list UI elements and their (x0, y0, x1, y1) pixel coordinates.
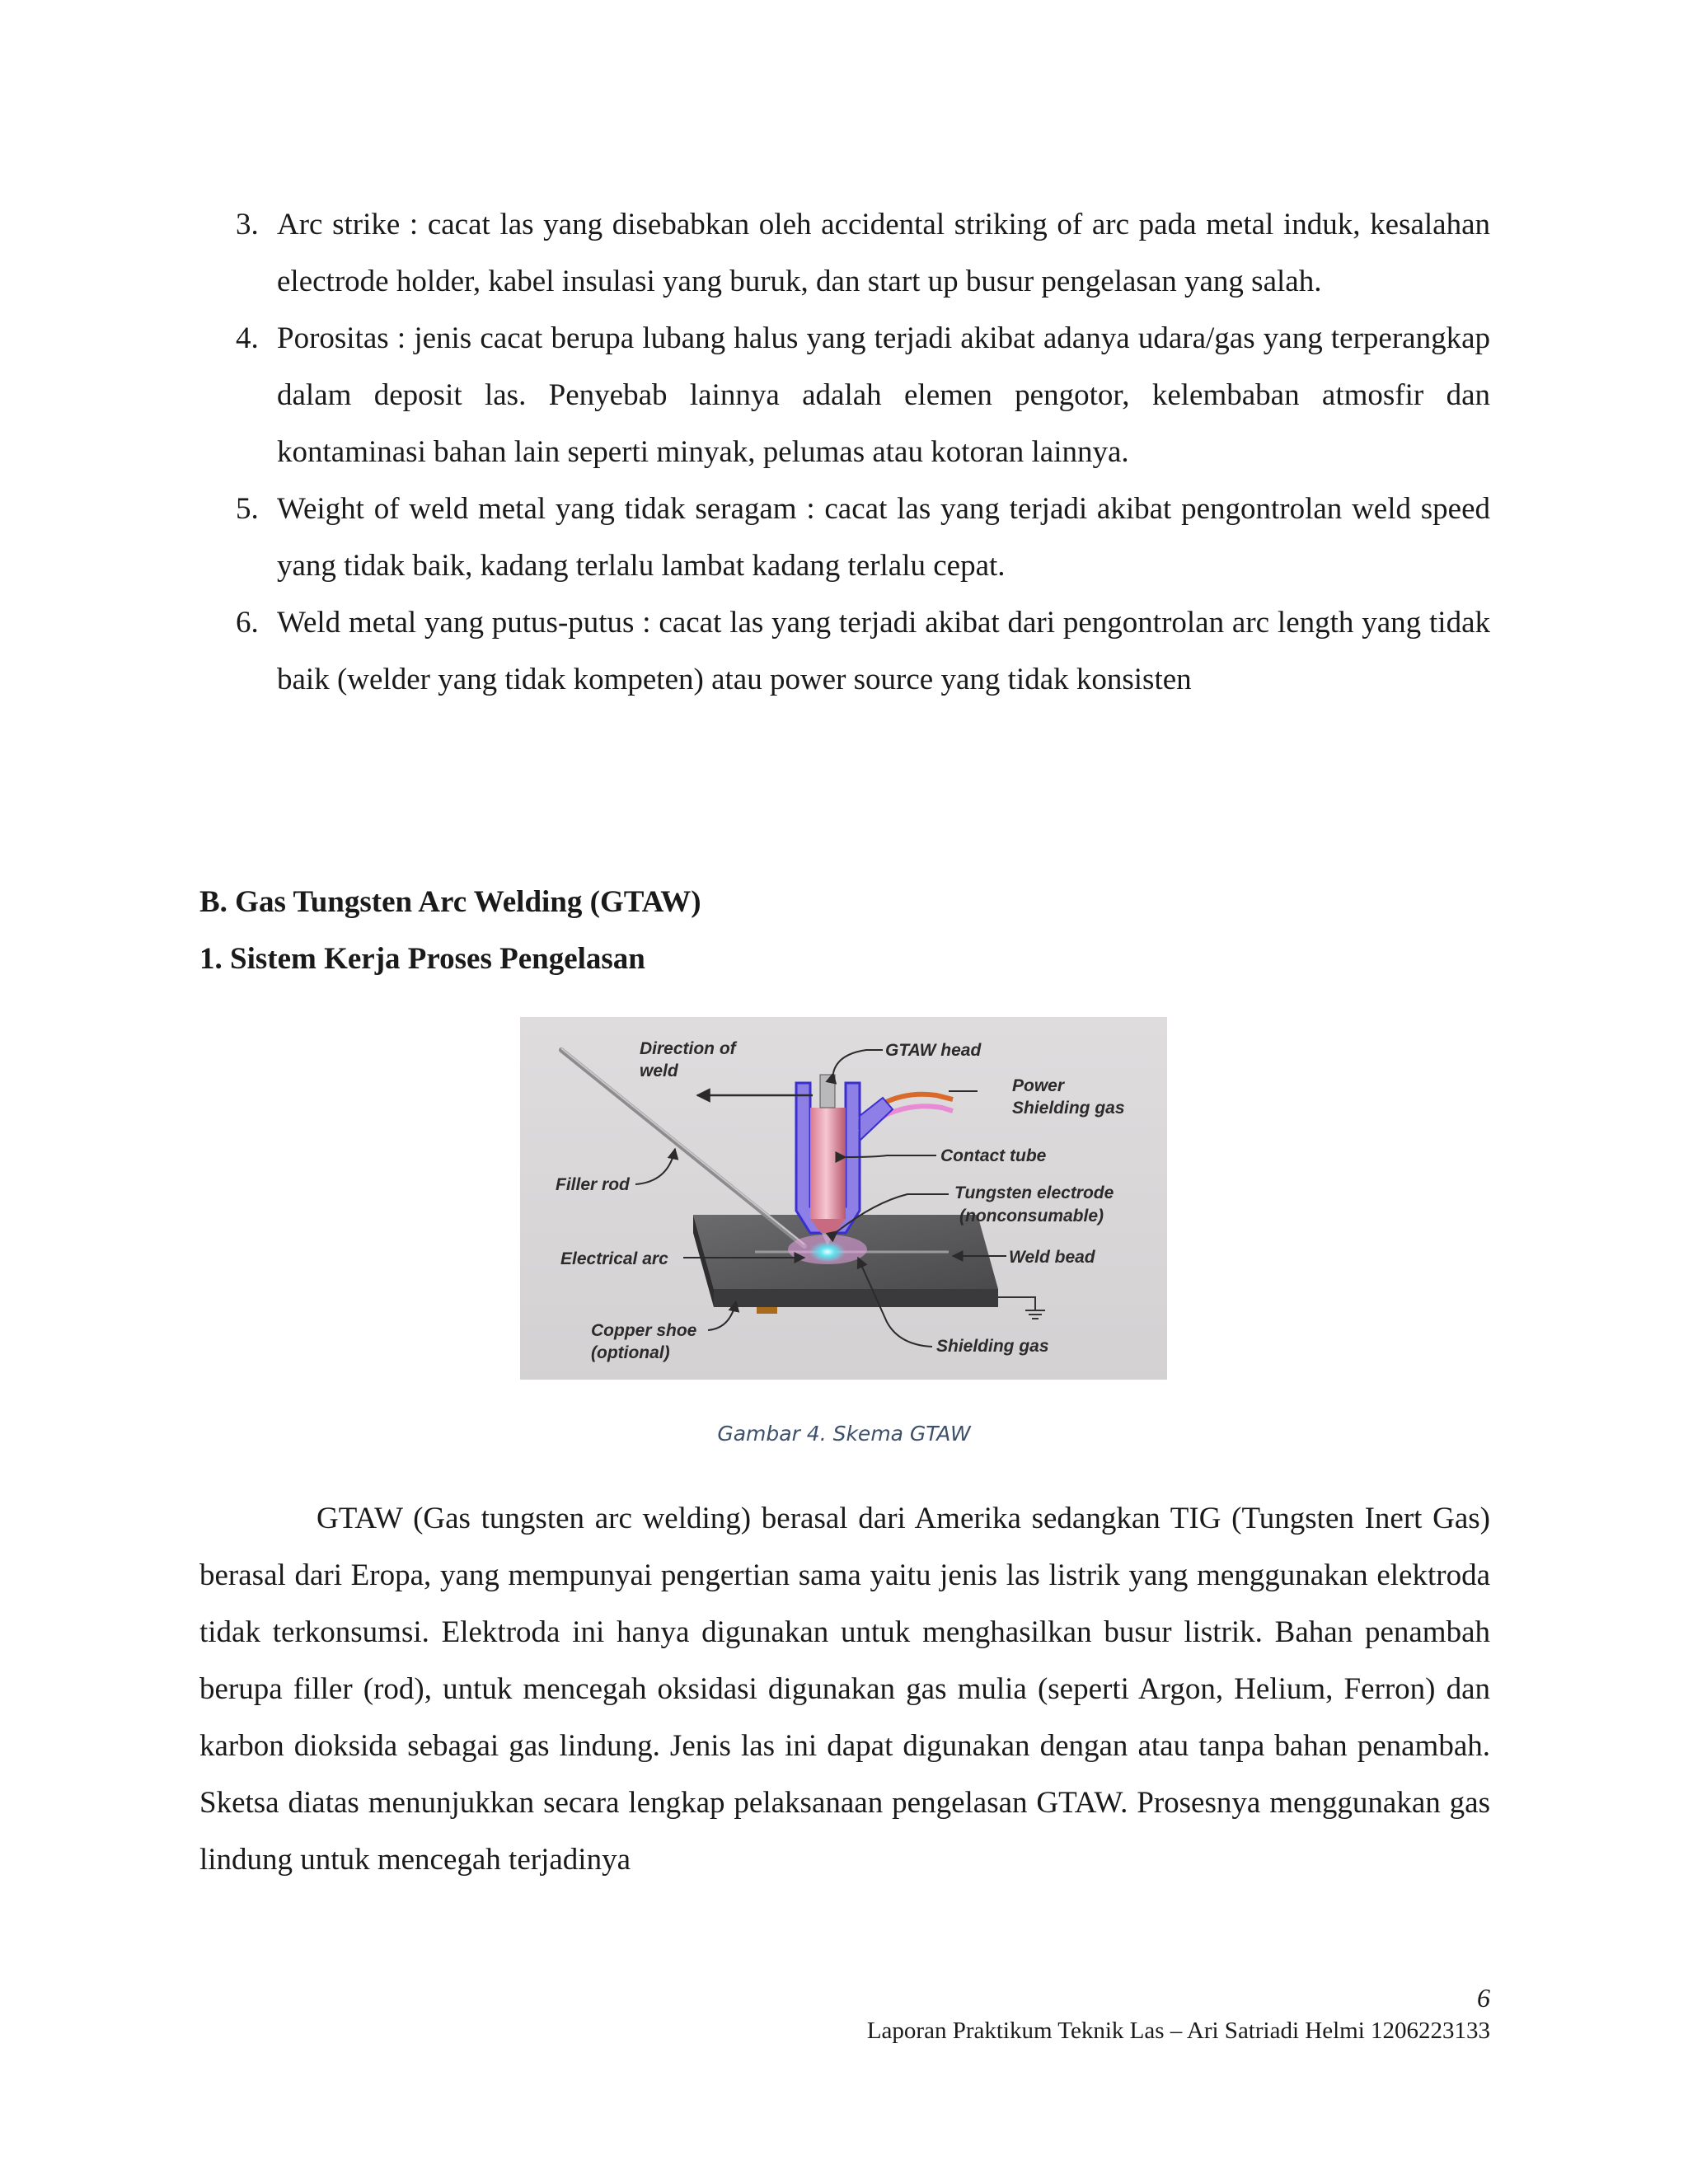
list-item (199, 480, 1490, 594)
subsection-heading: 1. Sistem Kerja Proses Pengelasan (199, 942, 645, 976)
label-shielding-gas-bottom: Shielding gas (936, 1337, 1049, 1356)
work-plate-front (714, 1289, 998, 1307)
copper-shoe-side (757, 1307, 777, 1314)
label-optional: (optional) (591, 1343, 670, 1362)
label-electrical-arc: Electrical arc (560, 1249, 668, 1268)
list-item (199, 196, 1490, 310)
defect-list (199, 196, 1490, 708)
list-item-text: Weld metal yang putus-putus : cacat las yang terjadi akibat dari pengontrolan arc length yang tidak baik (welder yang tidak kompeten) atau power source yang tidak konsisten (277, 606, 1490, 696)
contact-tube (810, 1108, 846, 1219)
label-power: Power (1012, 1076, 1065, 1095)
list-item (199, 594, 1490, 708)
label-gtaw-head: GTAW head (885, 1041, 982, 1060)
list-item (199, 310, 1490, 480)
list-item-text: Porositas : jenis cacat berupa lubang halus yang terjadi akibat adanya udara/gas yang terperangkap dalam deposit las. Penyebab lainnya adalah elemen pengotor, kelembaban atmosfir dan kontaminasi bahan lain seperti minyak, pelumas atau kotoran lainnya. (277, 321, 1490, 469)
figure-caption: Gambar 4. Skema GTAW (717, 1422, 971, 1446)
body-paragraph: GTAW (Gas tungsten arc welding) berasal dari Amerika sedangkan TIG (Tungsten Inert Gas) berasal dari Eropa, yang mempunyai pengertian sama yaitu jenis las listrik yang menggunakan elektroda tidak terkonsumsi. Elektroda ini hanya digunakan untuk menghasilkan busur listrik. Bahan penambah berupa filler (rod), untuk mencegah oksidasi digunakan gas mulia (seperti Argon, Helium, Ferron) dan karbon dioksida sebagai gas lindung. Jenis las ini dapat digunakan dengan atau tanpa bahan penambah. Sketsa diatas menunjukkan secara lengkap pelaksanaan pengelasan GTAW. Prosesnya menggunakan gas lindung untuk mencegah terjadinya (199, 1502, 1490, 1877)
label-copper-shoe: Copper shoe (591, 1321, 697, 1340)
label-contact-tube: Contact tube (940, 1146, 1047, 1165)
label-weld: weld (640, 1062, 678, 1080)
label-direction-of: Direction of (640, 1039, 736, 1058)
label-tungsten-electrode: Tungsten electrode (954, 1183, 1114, 1202)
list-item-text: Weight of weld metal yang tidak seragam : cacat las yang terjadi akibat pengontrolan weld speed yang tidak baik, kadang terlalu lambat kadang terlalu cepat. (277, 492, 1490, 583)
page-footer: Laporan Praktikum Teknik Las – Ari Satriadi Helmi 1206223133 (866, 2018, 1490, 2044)
tungsten-electrode-top (820, 1075, 835, 1108)
label-nonconsumable: (nonconsumable) (959, 1207, 1104, 1226)
gtaw-diagram (520, 1017, 1167, 1380)
electrical-arc (809, 1241, 846, 1263)
section-heading: B. Gas Tungsten Arc Welding (GTAW) (199, 885, 701, 919)
label-weld-bead: Weld bead (1009, 1248, 1095, 1267)
list-item-number: 4. (236, 321, 259, 355)
list-item-number: 6. (236, 606, 259, 640)
list-item-number: 5. (236, 492, 259, 526)
label-filler-rod: Filler rod (556, 1175, 630, 1194)
label-shielding-gas-top: Shielding gas (1012, 1099, 1125, 1118)
list-item-text: Arc strike : cacat las yang disebabkan oleh accidental striking of arc pada metal induk, kesalahan electrode holder, kabel insulasi yang buruk, dan start up busur pengelasan yang salah. (277, 208, 1490, 298)
list-item-number: 3. (236, 208, 259, 241)
page-number: 6 (1477, 1983, 1490, 2013)
